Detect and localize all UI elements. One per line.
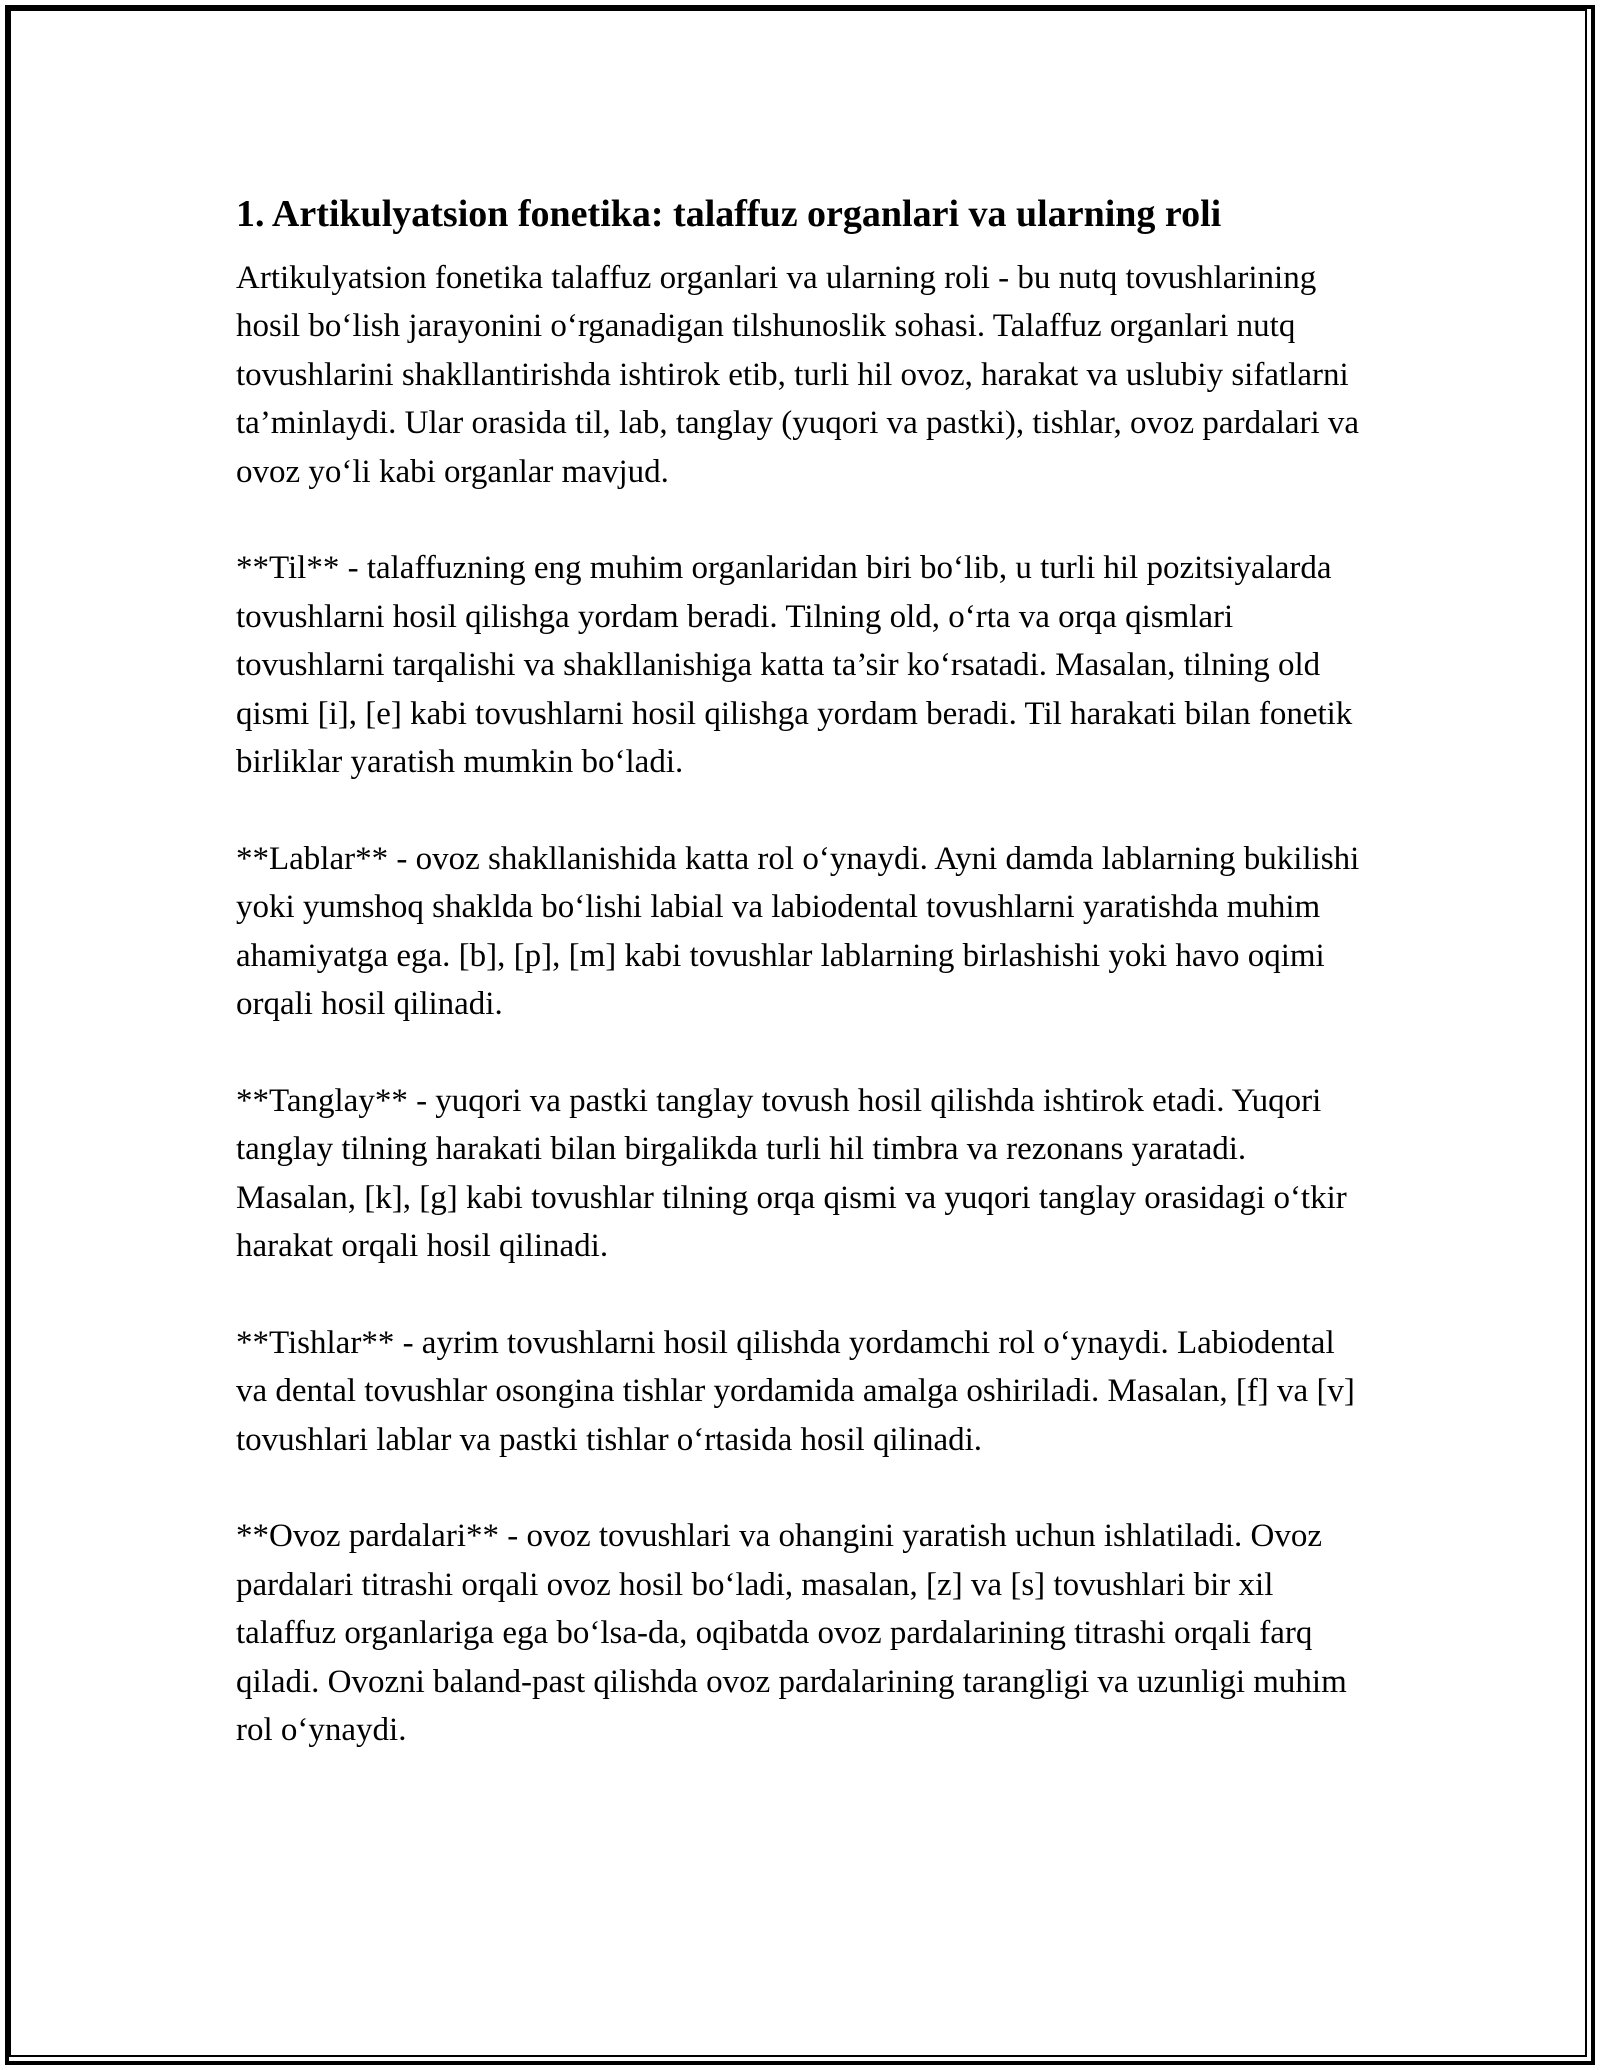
document-body [236,186,1366,1755]
section-title: 1. Artikulyatsion fonetika: talaffuz organlari va ularning roli [236,193,1222,235]
paragraph-lablar: **Lablar** - ovoz shakllanishida katta rol o‘ynaydi. Ayni damda lablarning bukilishi yoki yumshoq shaklda bo‘lishi labial va labiodental tovushlarni yaratishda muhim ahamiyatga ega. [b], [p], [m] kabi tovushlar lablarning birlashishi yoki havo oqimi orqali hosil qilinadi. [236,840,1360,1023]
paragraph-ovoz-pardalari: **Ovoz pardalari** - ovoz tovushlari va ohangini yaratish uchun ishlatiladi. Ovoz pardalari titrashi orqali ovoz hosil bo‘ladi, masalan, [z] va [s] tovushlari bir xil talaffuz organlariga ega bo‘lsa-da, oqibatda ovoz pardalarining titrashi orqali farq qiladi. Ovozni baland-past qilishda ovoz pardalarining tarangligi va uzunligi muhim rol o‘ynaydi. [236,1518,1347,1749]
paragraph-tanglay: **Tanglay** - yuqori va pastki tanglay tovush hosil qilishda ishtirok etadi. Yuqori tanglay tilning harakati bilan birgalikda turli hil timbra va rezonans yaratadi. Masalan, [k], [g] kabi tovushlar tilning orqa qismi va yuqori tanglay orasidagi o‘tkir harakat orqali hosil qilinadi. [236,1082,1347,1265]
paragraph-intro: Artikulyatsion fonetika talaffuz organlari va ularning roli - bu nutq tovushlarining hosil bo‘lish jarayonini o‘rganadigan tilshunoslik sohasi. Talaffuz organlari nutq tovushlarini shakllantirishda ishtirok etib, turli hil ovoz, harakat va uslubiy sifatlarni ta’minlaydi. Ular orasida til, lab, tanglay (yuqori va pastki), tishlar, ovoz pardalari va ovoz yo‘li kabi organlar mavjud. [236,260,1360,490]
paragraph-tishlar: **Tishlar** - ayrim tovushlarni hosil qilishda yordamchi rol o‘ynaydi. Labiodental va dental tovushlar osongina tishlar yordamida amalga oshiriladi. Masalan, [f] va [v] tovushlari lablar va pastki tishlar o‘rtasida hosil qilinadi. [236,1324,1355,1458]
paragraph-til: **Til** - talaffuzning eng muhim organlaridan biri bo‘lib, u turli hil pozitsiyalarda tovushlarni hosil qilishga yordam beradi. Tilning old, o‘rta va orqa qismlari tovushlarni tarqalishi va shakllanishiga katta ta’sir ko‘rsatadi. Masalan, tilning old qismi [i], [e] kabi tovushlarni hosil qilishga yordam beradi. Til harakati bilan fonetik birliklar yaratish mumkin bo‘ladi. [236,550,1353,781]
